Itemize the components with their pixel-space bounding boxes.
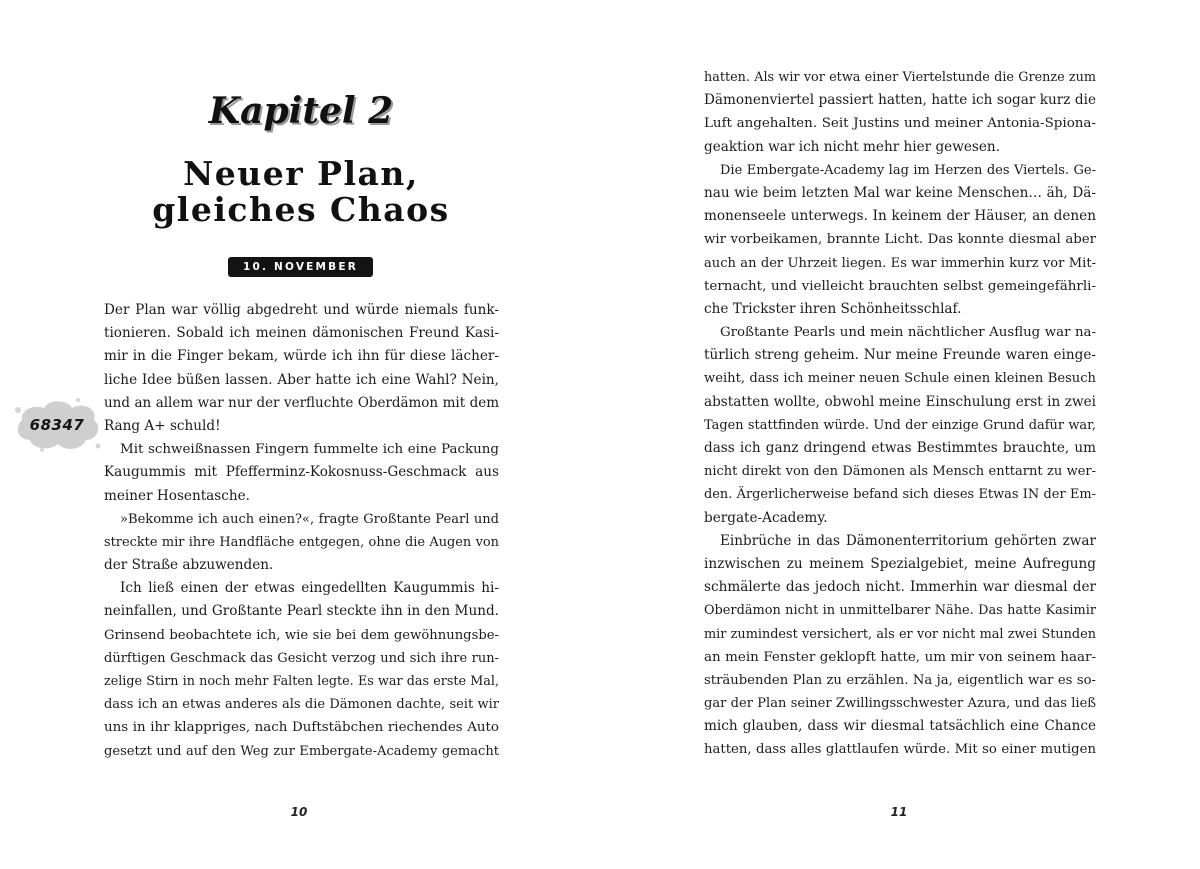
text-line: mir zumindest versichert, als er vor nicht mal zwei Stunden [704, 626, 1096, 642]
text-line: »Bekomme ich auch einen?«, fragte Großtante Pearl und [120, 511, 499, 527]
text-line: Ich ließ einen der etwas eingedellten Kaugummis hi- [120, 580, 499, 597]
chapter-label: Kapitel 2 [208, 90, 394, 132]
text-line: liche Idee büßen lassen. Aber hatte ich eine Wahl? Nein, [104, 371, 499, 388]
text-line: monenseele unterwegs. In keinem der Häuser, an denen [704, 208, 1096, 225]
text-line: streckte mir ihre Handfläche entgegen, ohne die Augen von [104, 534, 499, 550]
text-line: bergate-Academy. [704, 509, 828, 526]
date-badge: 10. NOVEMBER [228, 257, 373, 277]
text-line: türlich streng geheim. Nur meine Freunde waren einge- [704, 347, 1096, 364]
text-line: weiht, dass ich meiner neuen Schule einen kleinen Besuch [704, 371, 1096, 387]
text-line: gesetzt und auf den Weg zur Embergate-Academy gemacht [104, 743, 499, 759]
text-line: Luft angehalten. Seit Justins und meiner Antonia-Spiona- [704, 116, 1096, 132]
text-line: mir in die Finger bekam, würde ich ihn für diese lächer- [104, 348, 499, 365]
text-line: schmälerte das jedoch nicht. Immerhin war diesmal der [704, 579, 1096, 596]
text-line: sträubenden Plan zu erzählen. Na ja, eigentlich war es so- [704, 672, 1096, 688]
text-line: che Trickster ihren Schönheitsschlaf. [704, 300, 962, 317]
text-line: neinfallen, und Großtante Pearl steckte ihn in den Mund. [104, 603, 499, 620]
chapter-title-line: gleiches Chaos [152, 190, 450, 229]
text-line: nicht direkt von den Dämonen als Mensch enttarnt zu wer- [704, 464, 1096, 480]
text-line: Kaugummis mit Pfefferminz-Kokosnuss-Geschmack aus [104, 464, 499, 481]
chapter-title [104, 156, 498, 228]
text-line: den. Ärgerlicherweise befand sich dieses Etwas IN der Em- [704, 487, 1096, 503]
text-line: hatten, dass alles glattlaufen würde. Mit so einer mutigen [704, 742, 1096, 758]
text-line: mich glauben, dass wir diesmal tatsächlich eine Chance [704, 718, 1096, 735]
text-line: ternacht, und vielleicht brauchten selbst gemeingefährli- [704, 278, 1096, 294]
text-line: hatten. Als wir vor etwa einer Viertelstunde die Grenze zum [704, 70, 1096, 85]
text-line: Oberdämon nicht in unmittelbarer Nähe. Das hatte Kasimir [704, 603, 1096, 619]
text-line: inzwischen zu meinem Spezialgebiet, meine Aufregung [704, 555, 1096, 572]
text-line: auch an der Uhrzeit liegen. Es war immerhin kurz vor Mit- [704, 255, 1096, 271]
text-line: nau wie beim letzten Mal war keine Menschen… äh, Dä- [704, 184, 1096, 201]
text-line: tionieren. Sobald ich meinen dämonischen Freund Kasi- [104, 325, 499, 342]
chapter-title-line: Neuer Plan, [183, 154, 419, 193]
text-line: und an allem war nur der verfluchte Oberdämon mit dem [104, 394, 499, 411]
text-line: Die Embergate-Academy lag im Herzen des Viertels. Ge- [720, 162, 1096, 178]
number-badge [12, 396, 102, 454]
body-text [104, 299, 499, 763]
text-line: abstatten wollte, obwohl meine Einschulung erst in zwei [704, 393, 1096, 410]
text-line: der Straße abzuwenden. [104, 557, 274, 574]
text-line: wir vorbeikamen, brannte Licht. Das konnte diesmal aber [704, 232, 1096, 248]
text-line: Tagen stattfinden würde. Und der einzige Grund dafür war, [704, 417, 1096, 433]
text-line: Dämonenviertel passiert hatten, hatte ich sogar kurz die [704, 92, 1096, 109]
text-line: Grinsend beobachtete ich, wie sie bei dem gewöhnungsbe- [104, 627, 499, 643]
text-line: Der Plan war völlig abgedreht und würde niemals funk- [104, 302, 499, 318]
text-line: geaktion war ich nicht mehr hier gewesen. [704, 138, 1001, 155]
badge-number: 68347 [29, 416, 85, 434]
text-line: an mein Fenster geklopft hatte, um mir von seinem haar- [704, 649, 1096, 665]
right-page [600, 0, 1200, 869]
page-number: 10 [290, 805, 308, 819]
text-line: zelige Stirn in noch mehr Falten legte. Es war das erste Mal, [104, 674, 499, 689]
text-line: dass ich an etwas anderes als die Dämonen dachte, seit wir [104, 697, 499, 713]
text-line: dass ich ganz dringend etwas Bestimmtes brauchte, um [704, 440, 1096, 456]
text-line: meiner Hosentasche. [104, 487, 250, 504]
text-line: Großtante Pearls und mein nächtlicher Ausflug war na- [720, 325, 1096, 341]
text-line: Rang A+ schuld! [104, 417, 221, 434]
text-line: dürftigen Geschmack das Gesicht verzog und sich ihre run- [104, 650, 499, 666]
body-text [704, 66, 1096, 762]
text-line: uns in ihr klappriges, nach Duftstäbchen riechendes Auto [104, 720, 499, 736]
text-line: gar der Plan seiner Zwillingsschwester Azura, und das ließ [704, 696, 1096, 712]
text-line: Mit schweißnassen Fingern fummelte ich eine Packung [120, 442, 499, 458]
text-line: Einbrüche in das Dämonenterritorium gehörten zwar [720, 532, 1096, 549]
page-number: 11 [890, 805, 908, 819]
